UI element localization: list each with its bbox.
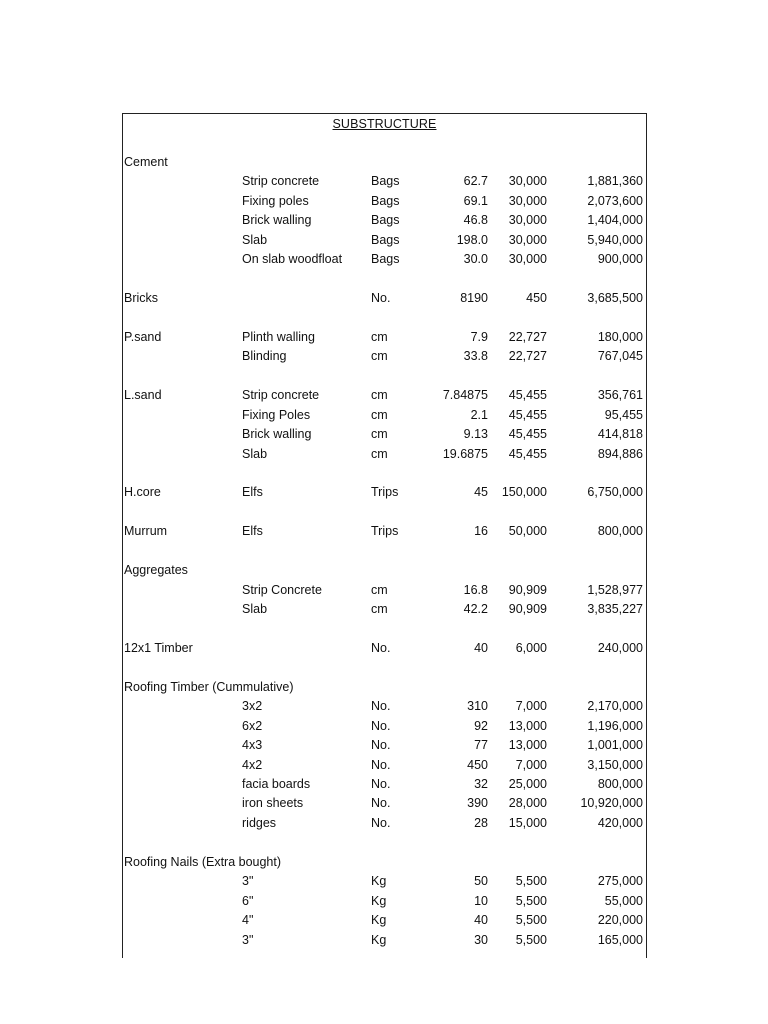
quantity-cell: 40 [474,640,488,655]
item-cell: ridges [242,815,277,830]
amount-cell: 3,835,227 [587,602,643,617]
item-cell: 3x2 [242,699,263,714]
quantity-cell: 45 [474,485,488,500]
amount-cell: 420,000 [597,815,643,830]
spreadsheet-page [122,113,647,958]
unit-cell: Bags [371,213,400,228]
item-cell: 6x2 [242,718,263,733]
unit-cell: No. [371,699,391,714]
table-row [123,289,646,308]
item-cell: 3" [242,932,254,947]
table-row [123,270,646,289]
unit-cell: Bags [371,252,400,267]
table-row [123,931,646,950]
category-cell: Cement [124,155,168,169]
item-cell: Slab [242,232,268,247]
quantity-cell: 16 [474,524,488,539]
table-row [123,309,646,328]
unit-cell: Kg [371,874,387,889]
category-cell: Bricks [124,291,159,306]
table-row [123,833,646,852]
amount-cell: 1,528,977 [587,582,643,597]
quantity-cell: 92 [474,718,488,733]
rate-cell: 5,500 [515,932,547,947]
table-row [123,911,646,930]
amount-cell: 894,886 [597,446,643,461]
unit-cell: cm [371,582,388,597]
item-cell: Strip Concrete [242,582,322,597]
table-row [123,503,646,522]
table-row [123,542,646,561]
category-cell: L.sand [124,388,162,403]
table-row [123,697,646,716]
quantity-cell: 2.1 [470,407,488,422]
quantity-cell: 69.1 [463,193,488,208]
rate-cell: 15,000 [508,815,547,830]
amount-cell: 767,045 [597,349,643,364]
quantity-cell: 30.0 [463,252,488,267]
rate-cell: 5,500 [515,874,547,889]
cost-table [123,153,646,950]
item-cell: 4x3 [242,738,263,753]
amount-cell: 275,000 [597,874,643,889]
quantity-cell: 42.2 [463,602,488,617]
item-cell: Strip concrete [242,388,320,403]
amount-cell: 180,000 [597,329,643,344]
category-cell: Roofing Timber (Cummulative) [124,679,294,694]
category-cell: H.core [124,485,161,500]
item-cell: Fixing Poles [242,407,311,422]
amount-cell: 95,455 [604,407,643,422]
table-row [123,756,646,775]
rate-cell: 5,500 [515,893,547,908]
amount-cell: 165,000 [597,932,643,947]
table-row [123,678,646,697]
table-row [123,658,646,677]
item-cell: 4x2 [242,757,263,772]
quantity-cell: 198.0 [456,232,488,247]
rate-cell: 45,455 [508,388,547,403]
amount-cell: 356,761 [597,388,643,403]
item-cell: Slab [242,602,268,617]
unit-cell: No. [371,796,391,811]
table-row [123,153,646,172]
category-cell: Murrum [124,524,168,539]
item-cell: 4" [242,913,254,928]
unit-cell: Trips [371,524,399,539]
table-row [123,522,646,541]
table-row [123,853,646,872]
amount-cell: 3,685,500 [587,291,643,306]
unit-cell: No. [371,718,391,733]
quantity-cell: 40 [474,913,488,928]
unit-cell: No. [371,815,391,830]
amount-cell: 414,818 [597,427,643,442]
quantity-cell: 310 [467,699,488,714]
rate-cell: 30,000 [508,213,547,228]
amount-cell: 3,150,000 [587,757,643,772]
quantity-cell: 77 [474,738,488,753]
page-title: SUBSTRUCTURE [332,117,437,131]
rate-cell: 13,000 [508,738,547,753]
table-row [123,717,646,736]
item-cell: facia boards [242,777,311,791]
amount-cell: 1,001,000 [587,738,643,753]
unit-cell: cm [371,407,388,422]
amount-cell: 1,196,000 [587,718,643,733]
item-cell: iron sheets [242,796,304,811]
table-row [123,406,646,425]
unit-cell: cm [371,446,388,461]
table-row [123,211,646,230]
quantity-cell: 7.84875 [442,388,488,403]
amount-cell: 1,404,000 [587,213,643,228]
unit-cell: cm [371,427,388,442]
unit-cell: Bags [371,174,400,189]
category-cell: Aggregates [124,563,188,578]
table-row [123,561,646,580]
table-row [123,620,646,639]
item-cell: Brick walling [242,213,312,228]
amount-cell: 240,000 [597,640,643,655]
rate-cell: 30,000 [508,193,547,208]
unit-cell: Bags [371,232,400,247]
unit-cell: Kg [371,913,387,928]
table-row [123,892,646,911]
quantity-cell: 16.8 [463,582,488,597]
quantity-cell: 33.8 [463,349,488,364]
table-row [123,794,646,813]
rate-cell: 22,727 [508,329,547,344]
rate-cell: 7,000 [515,699,547,714]
quantity-cell: 46.8 [463,213,488,228]
rate-cell: 22,727 [508,349,547,364]
table-row [123,445,646,464]
table-row [123,250,646,269]
table-row [123,192,646,211]
unit-cell: cm [371,602,388,617]
item-cell: Plinth walling [242,329,315,344]
unit-cell: No. [371,291,391,306]
rate-cell: 90,909 [508,602,547,617]
table-row [123,736,646,755]
quantity-cell: 390 [467,796,488,811]
rate-cell: 6,000 [515,640,547,655]
table-row [123,581,646,600]
rate-cell: 5,500 [515,913,547,928]
quantity-cell: 30 [474,932,488,947]
item-cell: Elfs [242,485,263,500]
category-cell: Roofing Nails (Extra bought) [124,854,282,869]
quantity-cell: 62.7 [463,174,488,189]
item-cell: On slab woodfloat [242,252,343,267]
rate-cell: 30,000 [508,174,547,189]
amount-cell: 1,881,360 [587,174,643,189]
table-row [123,639,646,658]
rate-cell: 90,909 [508,582,547,597]
amount-cell: 10,920,000 [580,796,643,811]
rate-cell: 7,000 [515,757,547,772]
unit-cell: No. [371,640,391,655]
rate-cell: 50,000 [508,524,547,539]
amount-cell: 900,000 [597,252,643,267]
amount-cell: 220,000 [597,913,643,928]
quantity-cell: 32 [474,777,488,791]
item-cell: Elfs [242,524,263,539]
table-row [123,425,646,444]
unit-cell: cm [371,329,388,344]
quantity-cell: 7.9 [470,329,488,344]
amount-cell: 2,170,000 [587,699,643,714]
rate-cell: 450 [526,291,547,306]
table-row [123,483,646,502]
rate-cell: 30,000 [508,252,547,267]
amount-cell: 2,073,600 [587,193,643,208]
rate-cell: 150,000 [501,485,547,500]
item-cell: Fixing poles [242,193,309,208]
table-row [123,386,646,405]
amount-cell: 800,000 [597,777,643,791]
unit-cell: No. [371,777,391,791]
rate-cell: 45,455 [508,427,547,442]
amount-cell: 55,000 [604,893,643,908]
rate-cell: 45,455 [508,407,547,422]
rate-cell: 13,000 [508,718,547,733]
item-cell: Strip concrete [242,174,320,189]
quantity-cell: 28 [474,815,488,830]
table-row [123,775,646,794]
item-cell: Slab [242,446,268,461]
category-cell: 12x1 Timber [124,640,193,655]
unit-cell: Trips [371,485,399,500]
table-row [123,814,646,833]
unit-cell: No. [371,757,391,772]
category-cell: P.sand [124,329,162,344]
amount-cell: 6,750,000 [587,485,643,500]
quantity-cell: 8190 [460,291,488,306]
quantity-cell: 10 [474,893,488,908]
unit-cell: Bags [371,193,400,208]
quantity-cell: 450 [467,757,488,772]
amount-cell: 5,940,000 [587,232,643,247]
unit-cell: Kg [371,893,387,908]
unit-cell: Kg [371,932,387,947]
table-row [123,347,646,366]
item-cell: 6" [242,893,254,908]
rate-cell: 30,000 [508,232,547,247]
rate-cell: 45,455 [508,446,547,461]
table-row [123,231,646,250]
quantity-cell: 50 [474,874,488,889]
table-row [123,600,646,619]
table-row [123,172,646,191]
unit-cell: No. [371,738,391,753]
table-row [123,464,646,483]
item-cell: Blinding [242,349,287,364]
unit-cell: cm [371,388,388,403]
item-cell: Brick walling [242,427,312,442]
amount-cell: 800,000 [597,524,643,539]
table-row [123,872,646,891]
rate-cell: 25,000 [508,777,547,791]
table-row [123,328,646,347]
unit-cell: cm [371,349,388,364]
rate-cell: 28,000 [508,796,547,811]
quantity-cell: 19.6875 [442,446,488,461]
table-row [123,367,646,386]
quantity-cell: 9.13 [463,427,488,442]
item-cell: 3" [242,874,254,889]
